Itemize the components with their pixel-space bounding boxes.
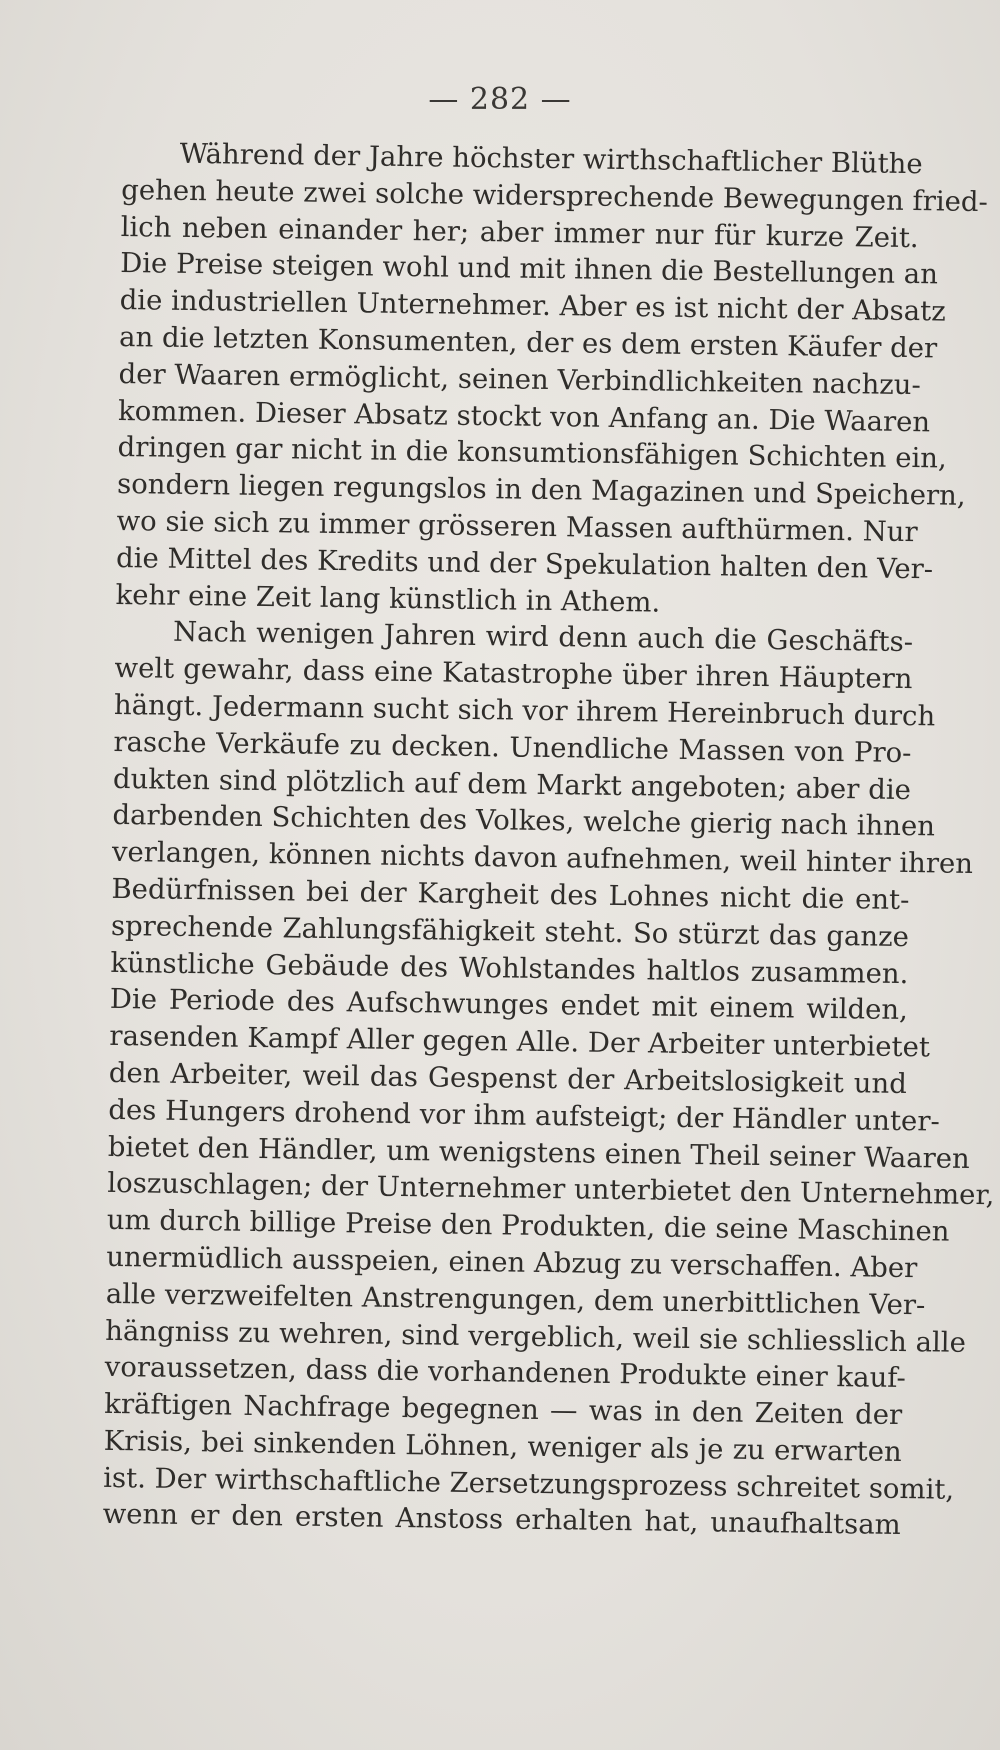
text-line: an die letzten Konsumenten, der es dem ersten Käufer der [118,320,938,365]
text-line: gehen heute zwei solche widersprechende Bewegungen fried- [121,173,989,218]
text-line: wo sie sich zu immer grösseren Massen aufthürmen. Nur [116,504,918,549]
text-line: die Mittel des Kredits und der Spekulation halten den Ver- [115,541,934,586]
paragraph [102,613,995,1544]
text-line: alle verzweifelten Anstrengungen, dem unerbittlichen Ver- [105,1277,926,1322]
text-line: sprechende Zahlungsfähigkeit steht. So stürzt das ganze [110,909,910,953]
text-line: loszuschlagen; der Unternehmer unterbietet den Unternehmer, [107,1167,995,1212]
text-line: welt gewahr, dass eine Katastrophe über ihren Häuptern [114,652,913,696]
page-number: — 282 — [428,82,572,117]
text-line: um durch billige Preise den Produkten, die seine Maschinen [106,1204,950,1248]
text-line: der Waaren ermöglicht, seinen Verbindlichkeiten nachzu- [118,357,922,401]
text-line: dringen gar nicht in die konsumtionsfähigen Schichten ein, [117,431,947,475]
text-line: dukten sind plötzlich auf dem Markt angeboten; aber die [112,762,912,806]
text-line: unermüdlich ausspeien, einen Abzug zu verschaffen. Aber [106,1240,918,1285]
text-line: des Hungers drohend vor ihm aufsteigt; der Händler unter- [108,1093,940,1138]
text-line: den Arbeiter, weil das Gespenst der Arbeitslosigkeit und [108,1056,908,1100]
text-line: künstliche Gebäude des Wohlstandes haltlos zusammen. [110,946,909,990]
text-line: Die Periode des Aufschwunges endet mit einem wilden, [109,983,909,1027]
body-text [102,135,995,1544]
text-line: voraussetzen, dass die vorhandenen Produkte einer kauf- [104,1351,907,1395]
text-line: Bedürfnissen bei der Kargheit des Lohnes nicht die ent- [111,872,910,917]
text-line: sondern liegen regungslos in den Magazinen und Speichern, [116,468,966,512]
text-line: lich neben einander her; aber immer nur für kurze Zeit. [120,210,919,254]
text-line: kommen. Dieser Absatz stockt von Anfang an. Die Waaren [117,394,931,438]
text-line: bietet den Händler, um wenigstens einen Theil seiner Waaren [107,1130,970,1175]
text-line: Die Preise steigen wohl und mit ihnen die Bestellungen an [119,247,939,291]
text-line: Krisis, bei sinkenden Löhnen, weniger als je zu erwarten [103,1424,902,1468]
text-line: verlangen, können nichts davon aufnehmen, weil hinter ihren [111,836,974,881]
text-line: Nach wenigen Jahren wird denn auch die Geschäfts- [172,616,914,659]
text-line: rasenden Kampf Aller gegen Alle. Der Arbeiter unterbietet [109,1020,931,1064]
text-line: hängt. Jedermann sucht sich vor ihrem Hereinbruch durch [113,688,936,733]
text-line: darbenden Schichten des Volkes, welche gierig nach ihnen [112,799,936,843]
text-line: die industriellen Unternehmer. Aber es ist nicht der Absatz [119,284,946,328]
text-line: wenn er den ersten Anstoss erhalten hat, unaufhaltsam [102,1498,901,1542]
text-line: kehr eine Zeit lang künstlich in Athem. [115,578,661,619]
text-line: Während der Jahre höchster wirthschaftlicher Blüthe [179,137,923,181]
text-line: ist. Der wirthschaftliche Zersetzungsprozess schreitet somit, [103,1461,955,1506]
text-line: kräftigen Nachfrage begegnen — was in den Zeiten der [104,1387,903,1432]
text-line: hängniss zu wehren, sind vergeblich, weil sie schliesslich alle [105,1314,967,1359]
paragraph [115,135,989,624]
text-line: rasche Verkäufe zu decken. Unendliche Massen von Pro- [113,725,912,769]
